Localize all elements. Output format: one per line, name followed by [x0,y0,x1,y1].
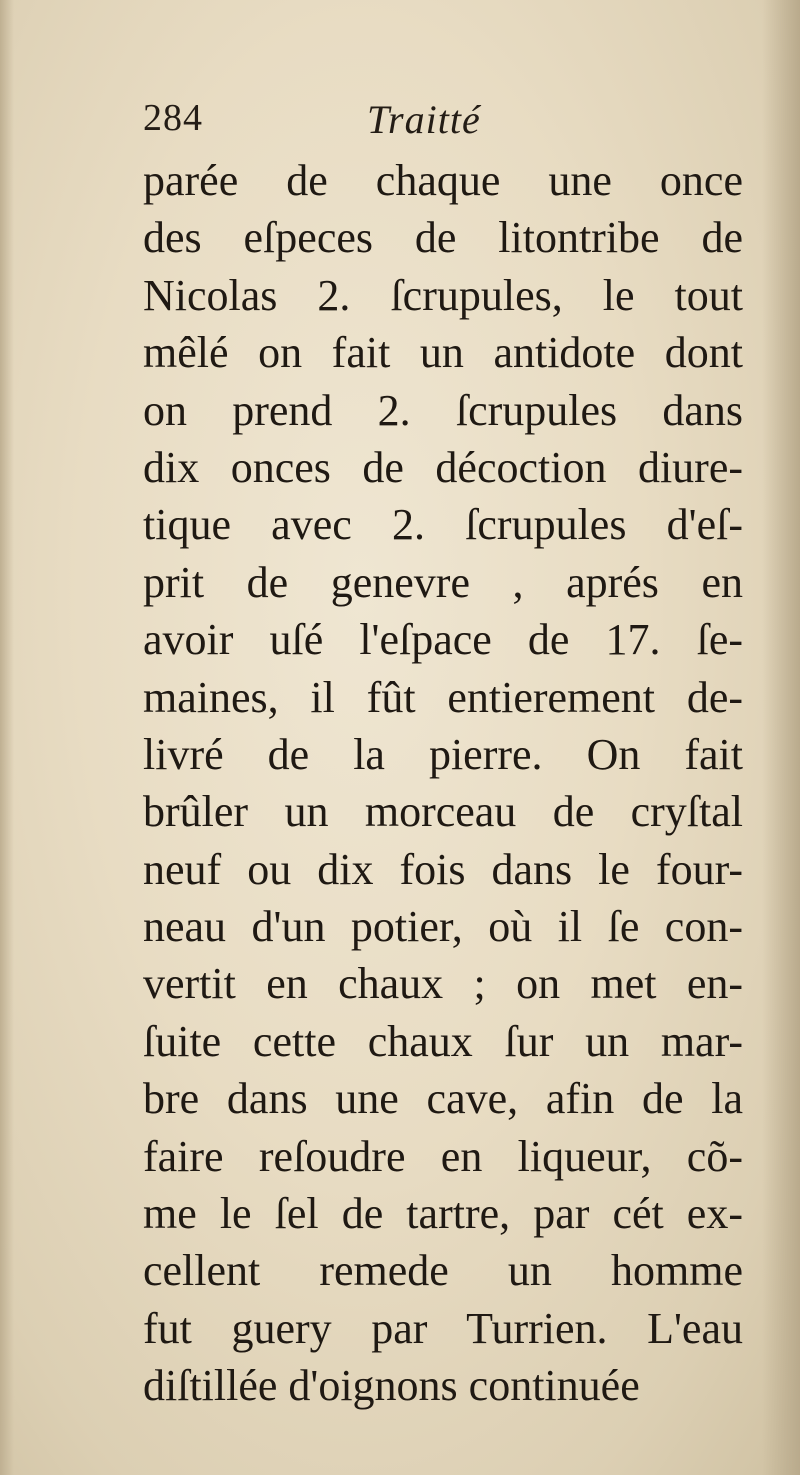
text-line: neau d'un potier, où il ſe con- [143,902,743,952]
page-number: 284 [143,97,203,139]
text-line: brûler un morceau de cryſtal [143,787,743,837]
text-line: ſuite cette chaux ſur un mar- [143,1016,743,1066]
text-line: neuf ou dix fois dans le four- [143,844,743,894]
text-line: mêlé on fait un antidote dont [143,328,743,378]
text-line: bre dans une cave, afin de la [143,1074,743,1124]
text-line: fut guery par Turrien. L'eau [143,1303,743,1353]
text-line: faire reſoudre en liqueur, cõ- [143,1131,743,1181]
text-line: avoir uſé l'eſpace de 17. ſe- [143,615,743,665]
text-line: on prend 2. ſcrupules dans [143,385,743,435]
text-line: dix onces de décoction diure- [143,442,743,492]
text-line: cellent remede un homme [143,1246,743,1296]
text-line: tique avec 2. ſcrupules d'eſ- [143,500,743,550]
text-line: me le ſel de tartre, par cét ex- [143,1189,743,1239]
body-text [143,152,743,1415]
running-title: Traitté [367,97,481,142]
text-line: prit de genevre , aprés en [143,557,743,607]
text-line: maines, il fût entierement de- [143,672,743,722]
text-line: vertit en chaux ; on met en- [143,959,743,1009]
text-line: Nicolas 2. ſcrupules, le tout [143,270,743,320]
text-line: parée de chaque une once [143,156,743,205]
text-line: livré de la pierre. On fait [143,729,743,779]
text-line: des eſpeces de litontribe de [143,213,743,263]
text-line: diſtillée d'oignons continuée [143,1361,640,1411]
page-header [143,96,573,156]
